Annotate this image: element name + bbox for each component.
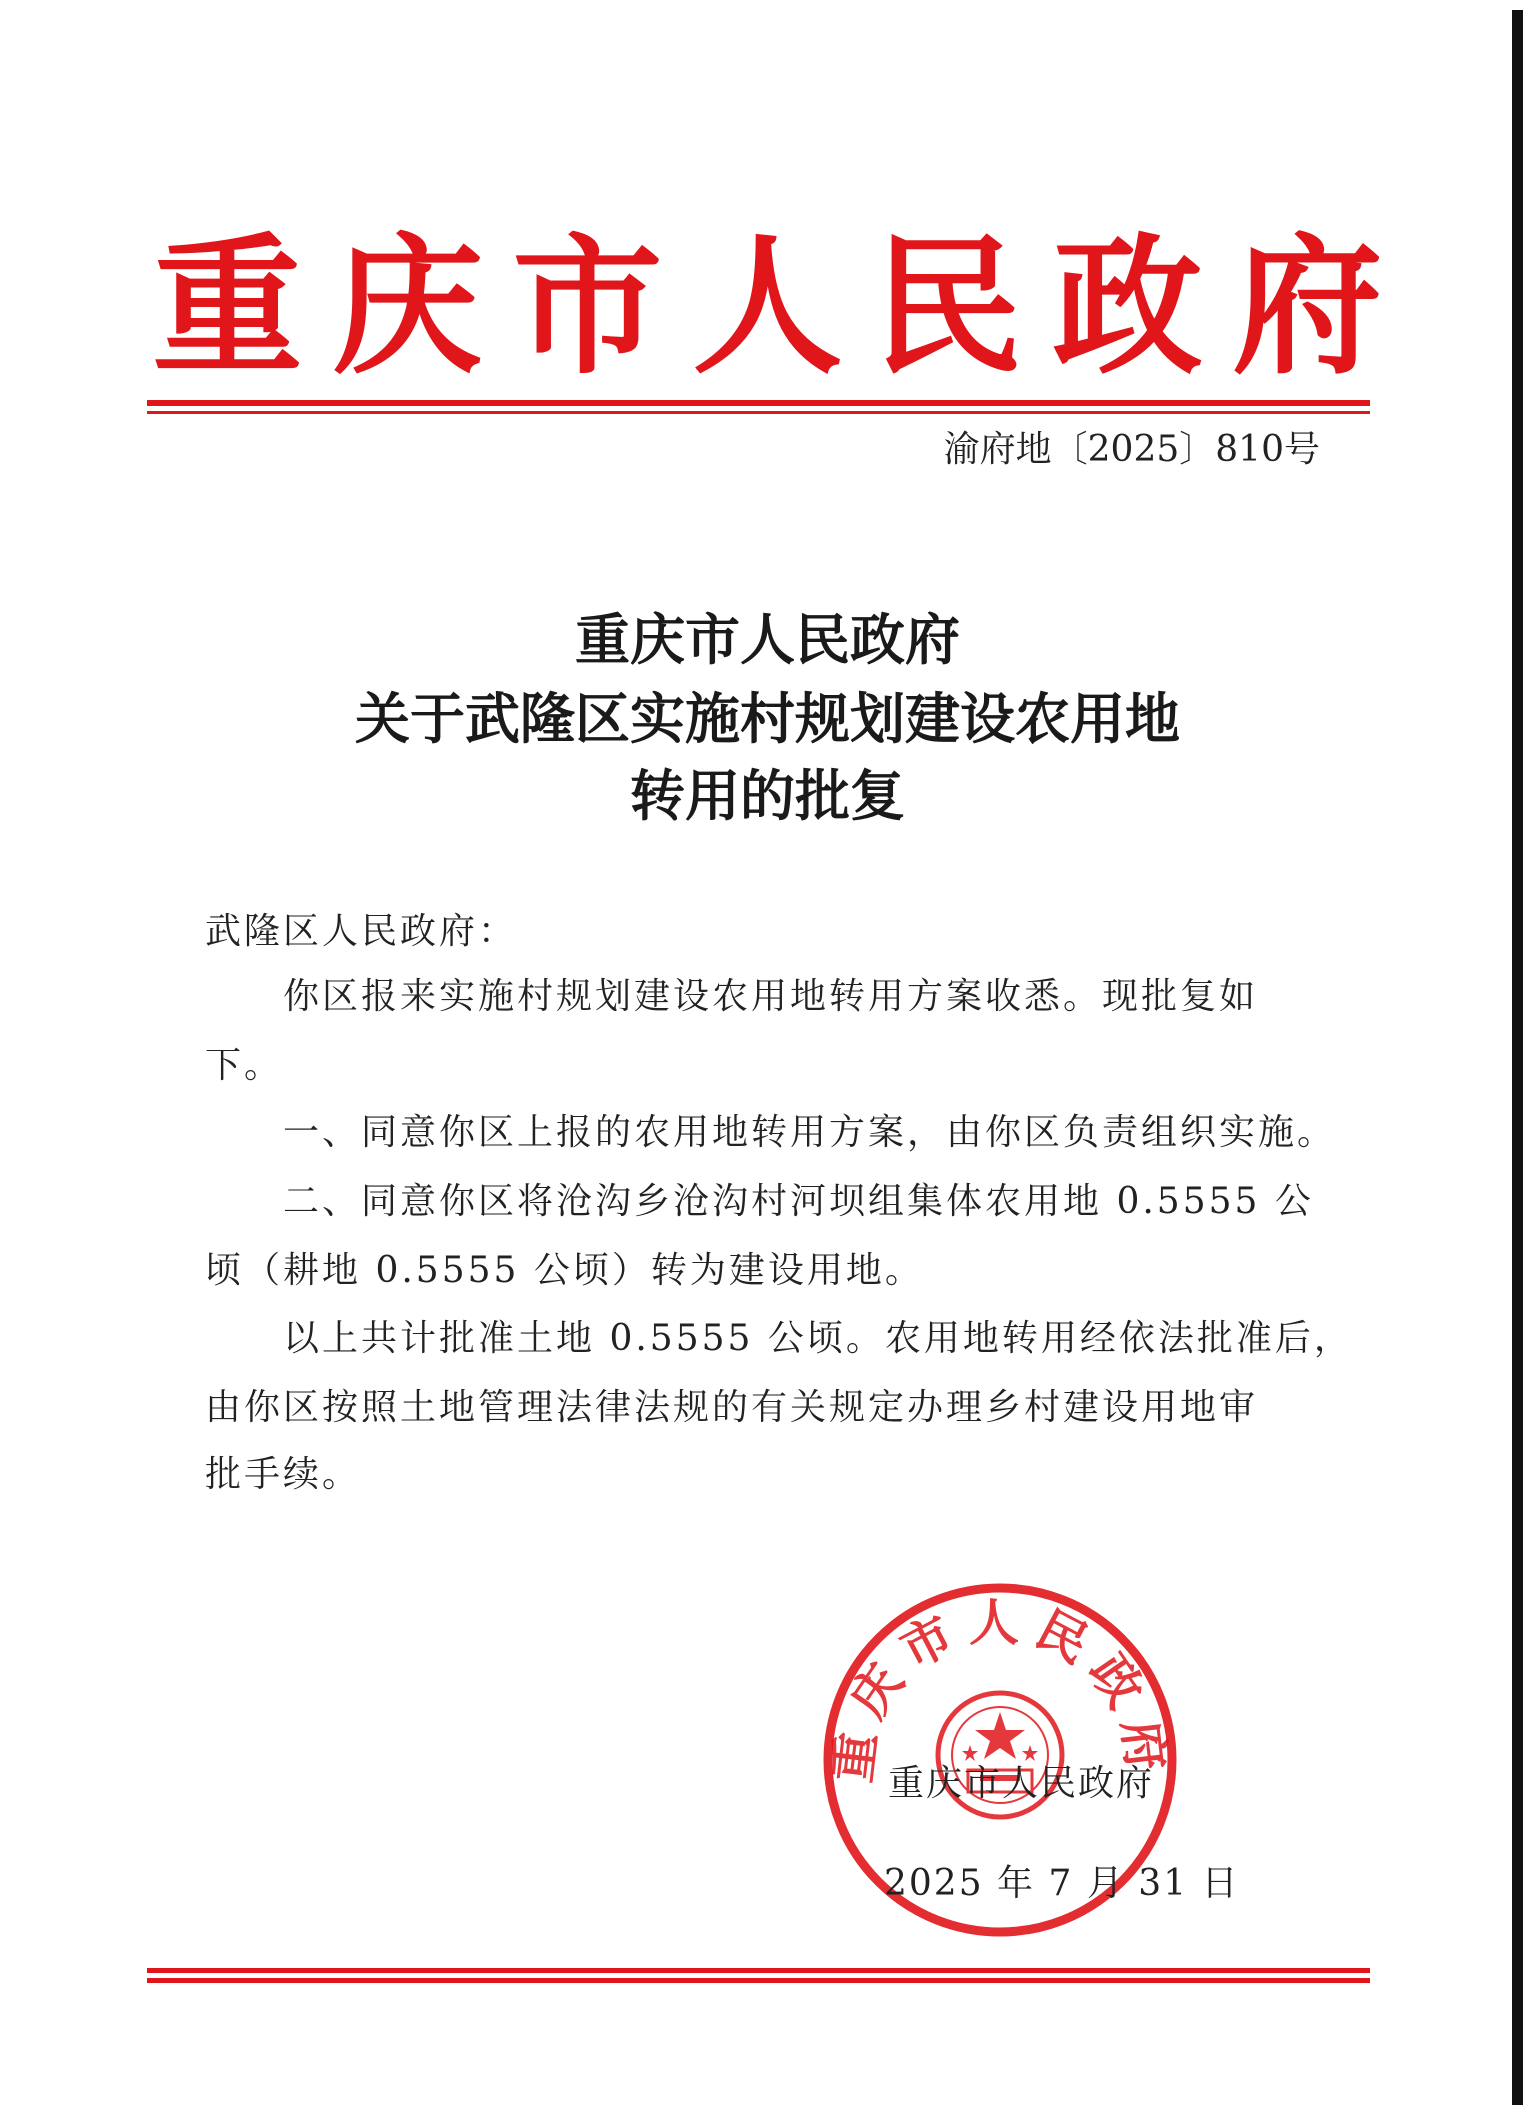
- paragraph-4-line-1: 以上共计批准土地 0.5555 公顷。农用地转用经依法批准后，: [283, 1318, 1353, 1359]
- paragraph-3-line-1: 二、同意你区将沧沟乡沧沟村河坝组集体农用地 0.5555 公: [283, 1181, 1314, 1222]
- paragraph-1-line-2: 下。: [205, 1045, 284, 1086]
- footer-red-rule-2: [147, 1978, 1370, 1983]
- title-line-1: 重庆市人民政府: [574, 607, 960, 672]
- header-red-rule-thick: [147, 400, 1370, 406]
- addressee: 武隆区人民政府：: [205, 911, 518, 952]
- paragraph-1-line-1: 你区报来实施村规划建设农用地转用方案收悉。现批复如: [283, 976, 1259, 1017]
- paragraph-2: 一、同意你区上报的农用地转用方案，由你区负责组织实施。: [283, 1112, 1337, 1153]
- paragraph-4-line-3: 批手续。: [205, 1454, 362, 1495]
- seal-text: 重庆市人民政府: [823, 1594, 1177, 1786]
- footer-red-rule-1: [147, 1968, 1370, 1973]
- header-red-rule-thin: [147, 411, 1370, 414]
- signature-date: 2025 年 7 月 31 日: [884, 1863, 1240, 1904]
- paragraph-3-line-2: 顷（耕地 0.5555 公顷）转为建设用地。: [205, 1250, 924, 1291]
- masthead-title: 重庆市人民政府: [152, 221, 1413, 395]
- signature-org: 重庆市人民政府: [888, 1763, 1155, 1804]
- paragraph-4-line-2: 由你区按照土地管理法律法规的有关规定办理乡村建设用地审: [205, 1387, 1259, 1428]
- document-number: 渝府地〔2025〕810号: [943, 429, 1320, 470]
- title-line-2: 关于武隆区实施村规划建设农用地: [354, 686, 1180, 751]
- svg-text:重庆市人民政府: [824, 1594, 1177, 1785]
- title-line-3: 转用的批复: [629, 763, 905, 828]
